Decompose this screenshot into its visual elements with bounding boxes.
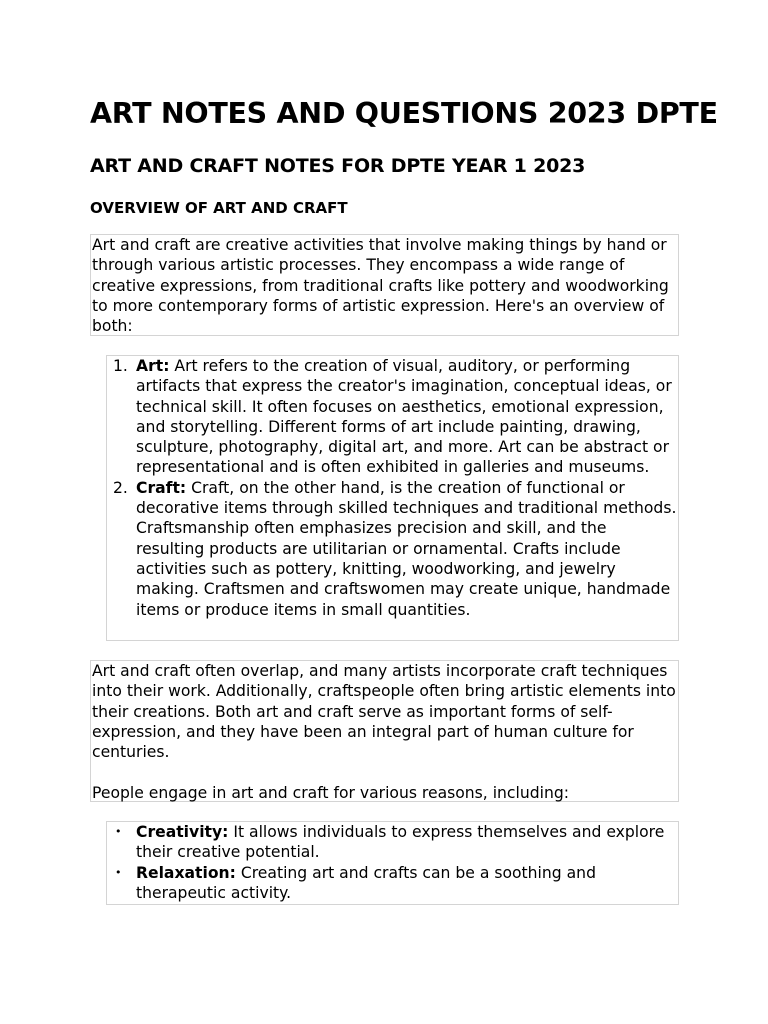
art-craft-list-box	[106, 355, 679, 641]
list-item-text: Art refers to the creation of visual, auditory, or performing artifacts that express the creator's imagination, conceptual ideas, or technical skill. It often focuses on aesthetics, emotional expression, and storytelling. Different forms of art include painting, drawing, sculpture, photography, digital art, and more. Art can be abstract or representational and is often exhibited in galleries and museums.	[136, 357, 672, 477]
intro-paragraph: Art and craft are creative activities that involve making things by hand or through various artistic processes. They encompass a wide range of creative expressions, from traditional crafts like pottery and woodworking to more contemporary forms of artistic expression. Here's an overview of both:	[92, 236, 669, 336]
bullet-icon: •	[115, 825, 122, 838]
bullet-icon: •	[115, 865, 122, 879]
list-item-text: Craft, on the other hand, is the creation of functional or decorative items through skilled techniques and traditional methods. Craftsmanship often emphasizes precision and skill, and the resulting products are utilitarian or ornamental. Crafts include activities such as pottery, knitting, woodworking, and jewelry making. Craftsmen and craftswomen may create unique, handmade items or produce items in small quantities.	[136, 478, 677, 619]
list-item-number: 1.	[113, 357, 128, 375]
reasons-list	[107, 822, 678, 903]
list-item-number: 2.	[113, 478, 128, 497]
overlap-paragraph: Art and craft often overlap, and many artists incorporate craft techniques into their work. Additionally, craftspeople often bring artistic elements into their creations. Both art and craft serve as important forms of self-expression, and they have been an integral part of human culture for centuries.	[92, 662, 676, 762]
list-item-term: Creativity:	[136, 823, 229, 841]
list-item-text: It allows individuals to express themselves and explore their creative potential.	[136, 823, 665, 862]
reasons-intro: People engage in art and craft for various reasons, including:	[92, 783, 569, 802]
intro-paragraph-box	[90, 234, 679, 336]
document-title: ART NOTES AND QUESTIONS 2023 DPTE	[90, 97, 718, 130]
document-subtitle: ART AND CRAFT NOTES FOR DPTE YEAR 1 2023	[90, 155, 586, 177]
art-craft-list	[107, 356, 678, 620]
list-item-term: Relaxation:	[136, 863, 236, 882]
list-item-term: Art:	[136, 357, 170, 375]
section-heading: OVERVIEW OF ART AND CRAFT	[90, 199, 348, 217]
reasons-list-box	[106, 821, 679, 905]
list-item-term: Craft:	[136, 478, 187, 497]
list-item	[107, 478, 678, 620]
list-item	[107, 863, 678, 904]
list-item-text: Creating art and crafts can be a soothing and therapeutic activity.	[136, 863, 596, 902]
overlap-paragraph-box	[90, 660, 679, 802]
list-item	[107, 356, 678, 478]
list-item	[107, 822, 678, 863]
